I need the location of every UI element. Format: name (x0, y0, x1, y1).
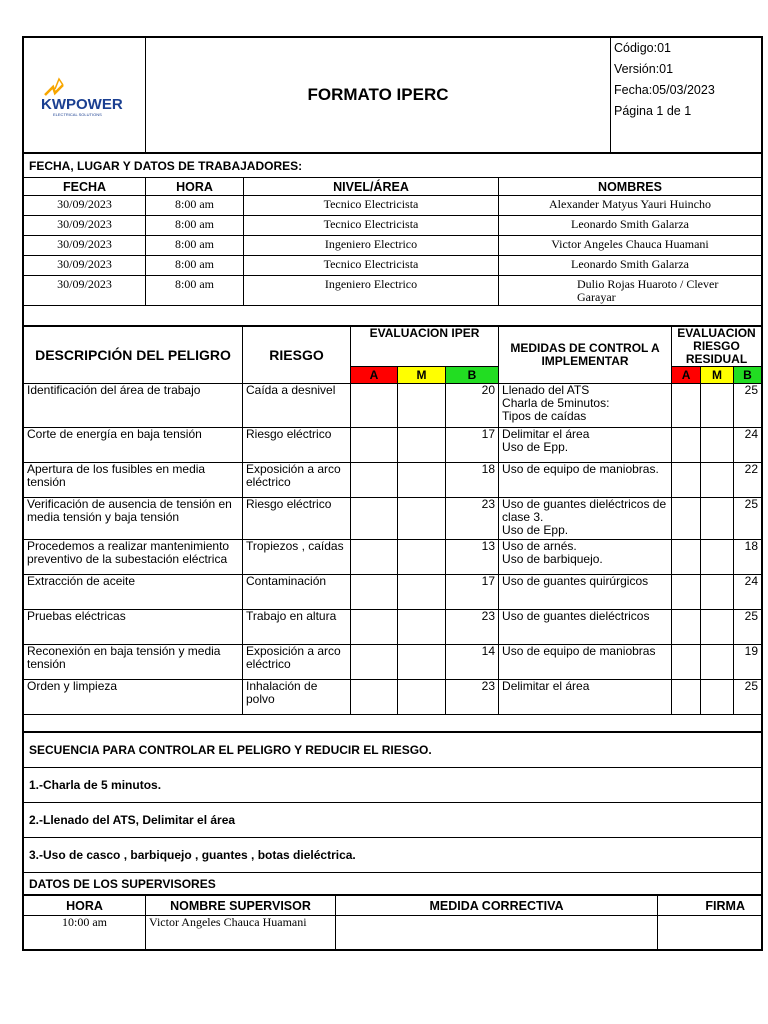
residual-a (672, 463, 701, 498)
level-m: M (398, 367, 446, 384)
risk-table (23, 326, 762, 732)
control-measure: Uso de arnés. Uso de barbiquejo. (499, 540, 672, 575)
eval-m (398, 645, 446, 680)
risk-type: Riesgo eléctrico (243, 498, 351, 540)
worker-fecha: 30/09/2023 (24, 276, 146, 306)
document-info (611, 38, 762, 153)
col-fecha: FECHA (24, 178, 146, 196)
risk-row (24, 463, 762, 498)
risk-row (24, 384, 762, 428)
eval-a (351, 428, 398, 463)
worker-row (24, 216, 762, 236)
spacer-row (24, 306, 762, 326)
col-descripcion-peligro: DESCRIPCIÓN DEL PELIGRO (24, 327, 243, 384)
control-measure: Uso de guantes dieléctricos de clase 3. Uso de Epp. (499, 498, 672, 540)
residual-b-score: 25 (734, 680, 762, 715)
residual-a (672, 680, 701, 715)
residual-b-score: 25 (734, 384, 762, 428)
logo-subtext: ELECTRICAL SOLUTIONS (52, 112, 102, 117)
risk-rows (24, 384, 762, 715)
version-label: Versión:01 (614, 62, 674, 76)
hazard-description: Procedemos a realizar mantenimiento preventivo de la subestación eléctrica (24, 540, 243, 575)
hazard-description: Orden y limpieza (24, 680, 243, 715)
worker-nombre: Leonardo Smith Galarza (499, 216, 762, 236)
eval-b-score: 18 (446, 463, 499, 498)
worker-nombre: Victor Angeles Chauca Huamani (499, 236, 762, 256)
workers-section-title: FECHA, LUGAR Y DATOS DE TRABAJADORES: (24, 154, 762, 178)
level-b: B (446, 367, 499, 384)
eval-a (351, 463, 398, 498)
worker-hora: 8:00 am (146, 236, 244, 256)
hazard-description: Corte de energía en baja tensión (24, 428, 243, 463)
form-header (23, 37, 762, 153)
eval-m (398, 680, 446, 715)
residual-level-b: B (734, 367, 762, 384)
eval-m (398, 540, 446, 575)
eval-b-score: 14 (446, 645, 499, 680)
eval-a (351, 645, 398, 680)
residual-b-score: 18 (734, 540, 762, 575)
hazard-description: Extracción de aceite (24, 575, 243, 610)
hazard-description: Verificación de ausencia de tensión en media tensión y baja tensión (24, 498, 243, 540)
residual-m (701, 463, 734, 498)
worker-row (24, 196, 762, 216)
control-measure: Llenado del ATS Charla de 5minutos: Tipos de caídas (499, 384, 672, 428)
risk-row (24, 680, 762, 715)
risk-row (24, 610, 762, 645)
supervisors-title: DATOS DE LOS SUPERVISORES (24, 873, 762, 895)
residual-b-score: 24 (734, 575, 762, 610)
sup-col-hora: HORA (24, 896, 146, 916)
worker-hora: 8:00 am (146, 256, 244, 276)
control-measure: Uso de guantes dieléctricos (499, 610, 672, 645)
worker-fecha: 30/09/2023 (24, 236, 146, 256)
sequence-step-3: 3.-Uso de casco , barbiquejo , guantes , botas dieléctrica. (24, 838, 762, 873)
worker-nombre: Alexander Matyus Yauri Huincho (499, 196, 762, 216)
eval-m (398, 575, 446, 610)
risk-row (24, 498, 762, 540)
residual-m (701, 575, 734, 610)
residual-m (701, 645, 734, 680)
workers-table (23, 153, 762, 326)
residual-m (701, 680, 734, 715)
residual-m (701, 610, 734, 645)
residual-level-m: M (701, 367, 734, 384)
eval-b-score: 13 (446, 540, 499, 575)
eval-b-score: 23 (446, 610, 499, 645)
sequence-table (23, 732, 762, 895)
residual-a (672, 575, 701, 610)
eval-m (398, 428, 446, 463)
sequence-step-2: 2.-Llenado del ATS, Delimitar el área (24, 803, 762, 838)
worker-nivel: Tecnico Electricista (244, 216, 499, 236)
eval-a (351, 610, 398, 645)
worker-hora: 8:00 am (146, 196, 244, 216)
worker-hora: 8:00 am (146, 276, 244, 306)
hazard-description: Identificación del área de trabajo (24, 384, 243, 428)
logo-text: KWPOWER (40, 96, 123, 113)
worker-hora: 8:00 am (146, 216, 244, 236)
residual-b-score: 25 (734, 498, 762, 540)
eval-a (351, 575, 398, 610)
control-measure: Uso de equipo de maniobras. (499, 463, 672, 498)
col-hora: HORA (146, 178, 244, 196)
worker-nivel: Ingeniero Electrico (244, 276, 499, 306)
residual-a (672, 540, 701, 575)
codigo-label: Código:01 (614, 41, 671, 55)
eval-b-score: 23 (446, 680, 499, 715)
eval-m (398, 610, 446, 645)
residual-a (672, 428, 701, 463)
sup-col-medida: MEDIDA CORRECTIVA (336, 896, 658, 916)
risk-row (24, 645, 762, 680)
level-a: A (351, 367, 398, 384)
sup-firma (658, 916, 762, 950)
worker-fecha: 30/09/2023 (24, 196, 146, 216)
fecha-label: Fecha:05/03/2023 (614, 83, 715, 97)
risk-row (24, 575, 762, 610)
residual-a (672, 645, 701, 680)
worker-nombre: Leonardo Smith Galarza (499, 256, 762, 276)
eval-m (398, 384, 446, 428)
pagina-label: Página 1 de 1 (614, 104, 692, 118)
control-measure: Delimitar el área (499, 680, 672, 715)
eval-b-score: 17 (446, 575, 499, 610)
risk-row (24, 428, 762, 463)
eval-a (351, 384, 398, 428)
col-evaluacion-residual: EVALUACION RIESGO RESIDUAL (672, 327, 762, 367)
eval-a (351, 680, 398, 715)
worker-nivel: Ingeniero Electrico (244, 236, 499, 256)
risk-type: Riesgo eléctrico (243, 428, 351, 463)
eval-a (351, 540, 398, 575)
worker-row (24, 256, 762, 276)
risk-type: Caída a desnivel (243, 384, 351, 428)
eval-m (398, 463, 446, 498)
sup-hora: 10:00 am (24, 916, 146, 950)
risk-type: Inhalación de polvo (243, 680, 351, 715)
worker-fecha: 30/09/2023 (24, 216, 146, 236)
kwpower-logo (25, 65, 145, 125)
worker-row (24, 236, 762, 256)
iperc-form (22, 36, 763, 951)
residual-m (701, 540, 734, 575)
sup-nombre: Victor Angeles Chauca Huamani (146, 916, 336, 950)
eval-b-score: 23 (446, 498, 499, 540)
residual-level-a: A (672, 367, 701, 384)
sup-col-firma: FIRMA (658, 896, 762, 916)
residual-b-score: 19 (734, 645, 762, 680)
eval-b-score: 20 (446, 384, 499, 428)
risk-row (24, 540, 762, 575)
sup-col-nombre: NOMBRE SUPERVISOR (146, 896, 336, 916)
risk-type: Exposición a arco eléctrico (243, 645, 351, 680)
col-nivel-area: NIVEL/ÁREA (244, 178, 499, 196)
risk-type: Exposición a arco eléctrico (243, 463, 351, 498)
hazard-description: Pruebas eléctricas (24, 610, 243, 645)
residual-a (672, 610, 701, 645)
eval-b-score: 17 (446, 428, 499, 463)
residual-a (672, 498, 701, 540)
residual-b-score: 24 (734, 428, 762, 463)
eval-a (351, 498, 398, 540)
spacer-row (24, 715, 762, 732)
eval-m (398, 498, 446, 540)
hazard-description: Reconexión en baja tensión y media tensión (24, 645, 243, 680)
supervisors-table (23, 895, 762, 950)
sup-medida (336, 916, 658, 950)
hazard-description: Apertura de los fusibles en media tensión (24, 463, 243, 498)
residual-b-score: 22 (734, 463, 762, 498)
risk-type: Contaminación (243, 575, 351, 610)
control-measure: Uso de equipo de maniobras (499, 645, 672, 680)
residual-a (672, 384, 701, 428)
sequence-step-1: 1.-Charla de 5 minutos. (24, 768, 762, 803)
worker-nombre: Dulio Rojas Huaroto / Clever Garayar (499, 276, 762, 306)
worker-nivel: Tecnico Electricista (244, 196, 499, 216)
workers-rows (24, 196, 762, 306)
risk-type: Tropiezos , caídas (243, 540, 351, 575)
worker-fecha: 30/09/2023 (24, 256, 146, 276)
sequence-title: SECUENCIA PARA CONTROLAR EL PELIGRO Y REDUCIR EL RIESGO. (24, 733, 762, 768)
col-evaluacion-iper: EVALUACION IPER (351, 327, 499, 367)
col-riesgo: RIESGO (243, 327, 351, 384)
residual-m (701, 498, 734, 540)
risk-type: Trabajo en altura (243, 610, 351, 645)
col-nombres: NOMBRES (499, 178, 762, 196)
worker-row (24, 276, 762, 306)
worker-nivel: Tecnico Electricista (244, 256, 499, 276)
control-measure: Delimitar el área Uso de Epp. (499, 428, 672, 463)
col-medidas-control: MEDIDAS DE CONTROL A IMPLEMENTAR (499, 327, 672, 384)
logo-cell (24, 38, 146, 153)
residual-m (701, 384, 734, 428)
residual-b-score: 25 (734, 610, 762, 645)
residual-m (701, 428, 734, 463)
form-title: FORMATO IPERC (146, 38, 611, 153)
control-measure: Uso de guantes quirúrgicos (499, 575, 672, 610)
